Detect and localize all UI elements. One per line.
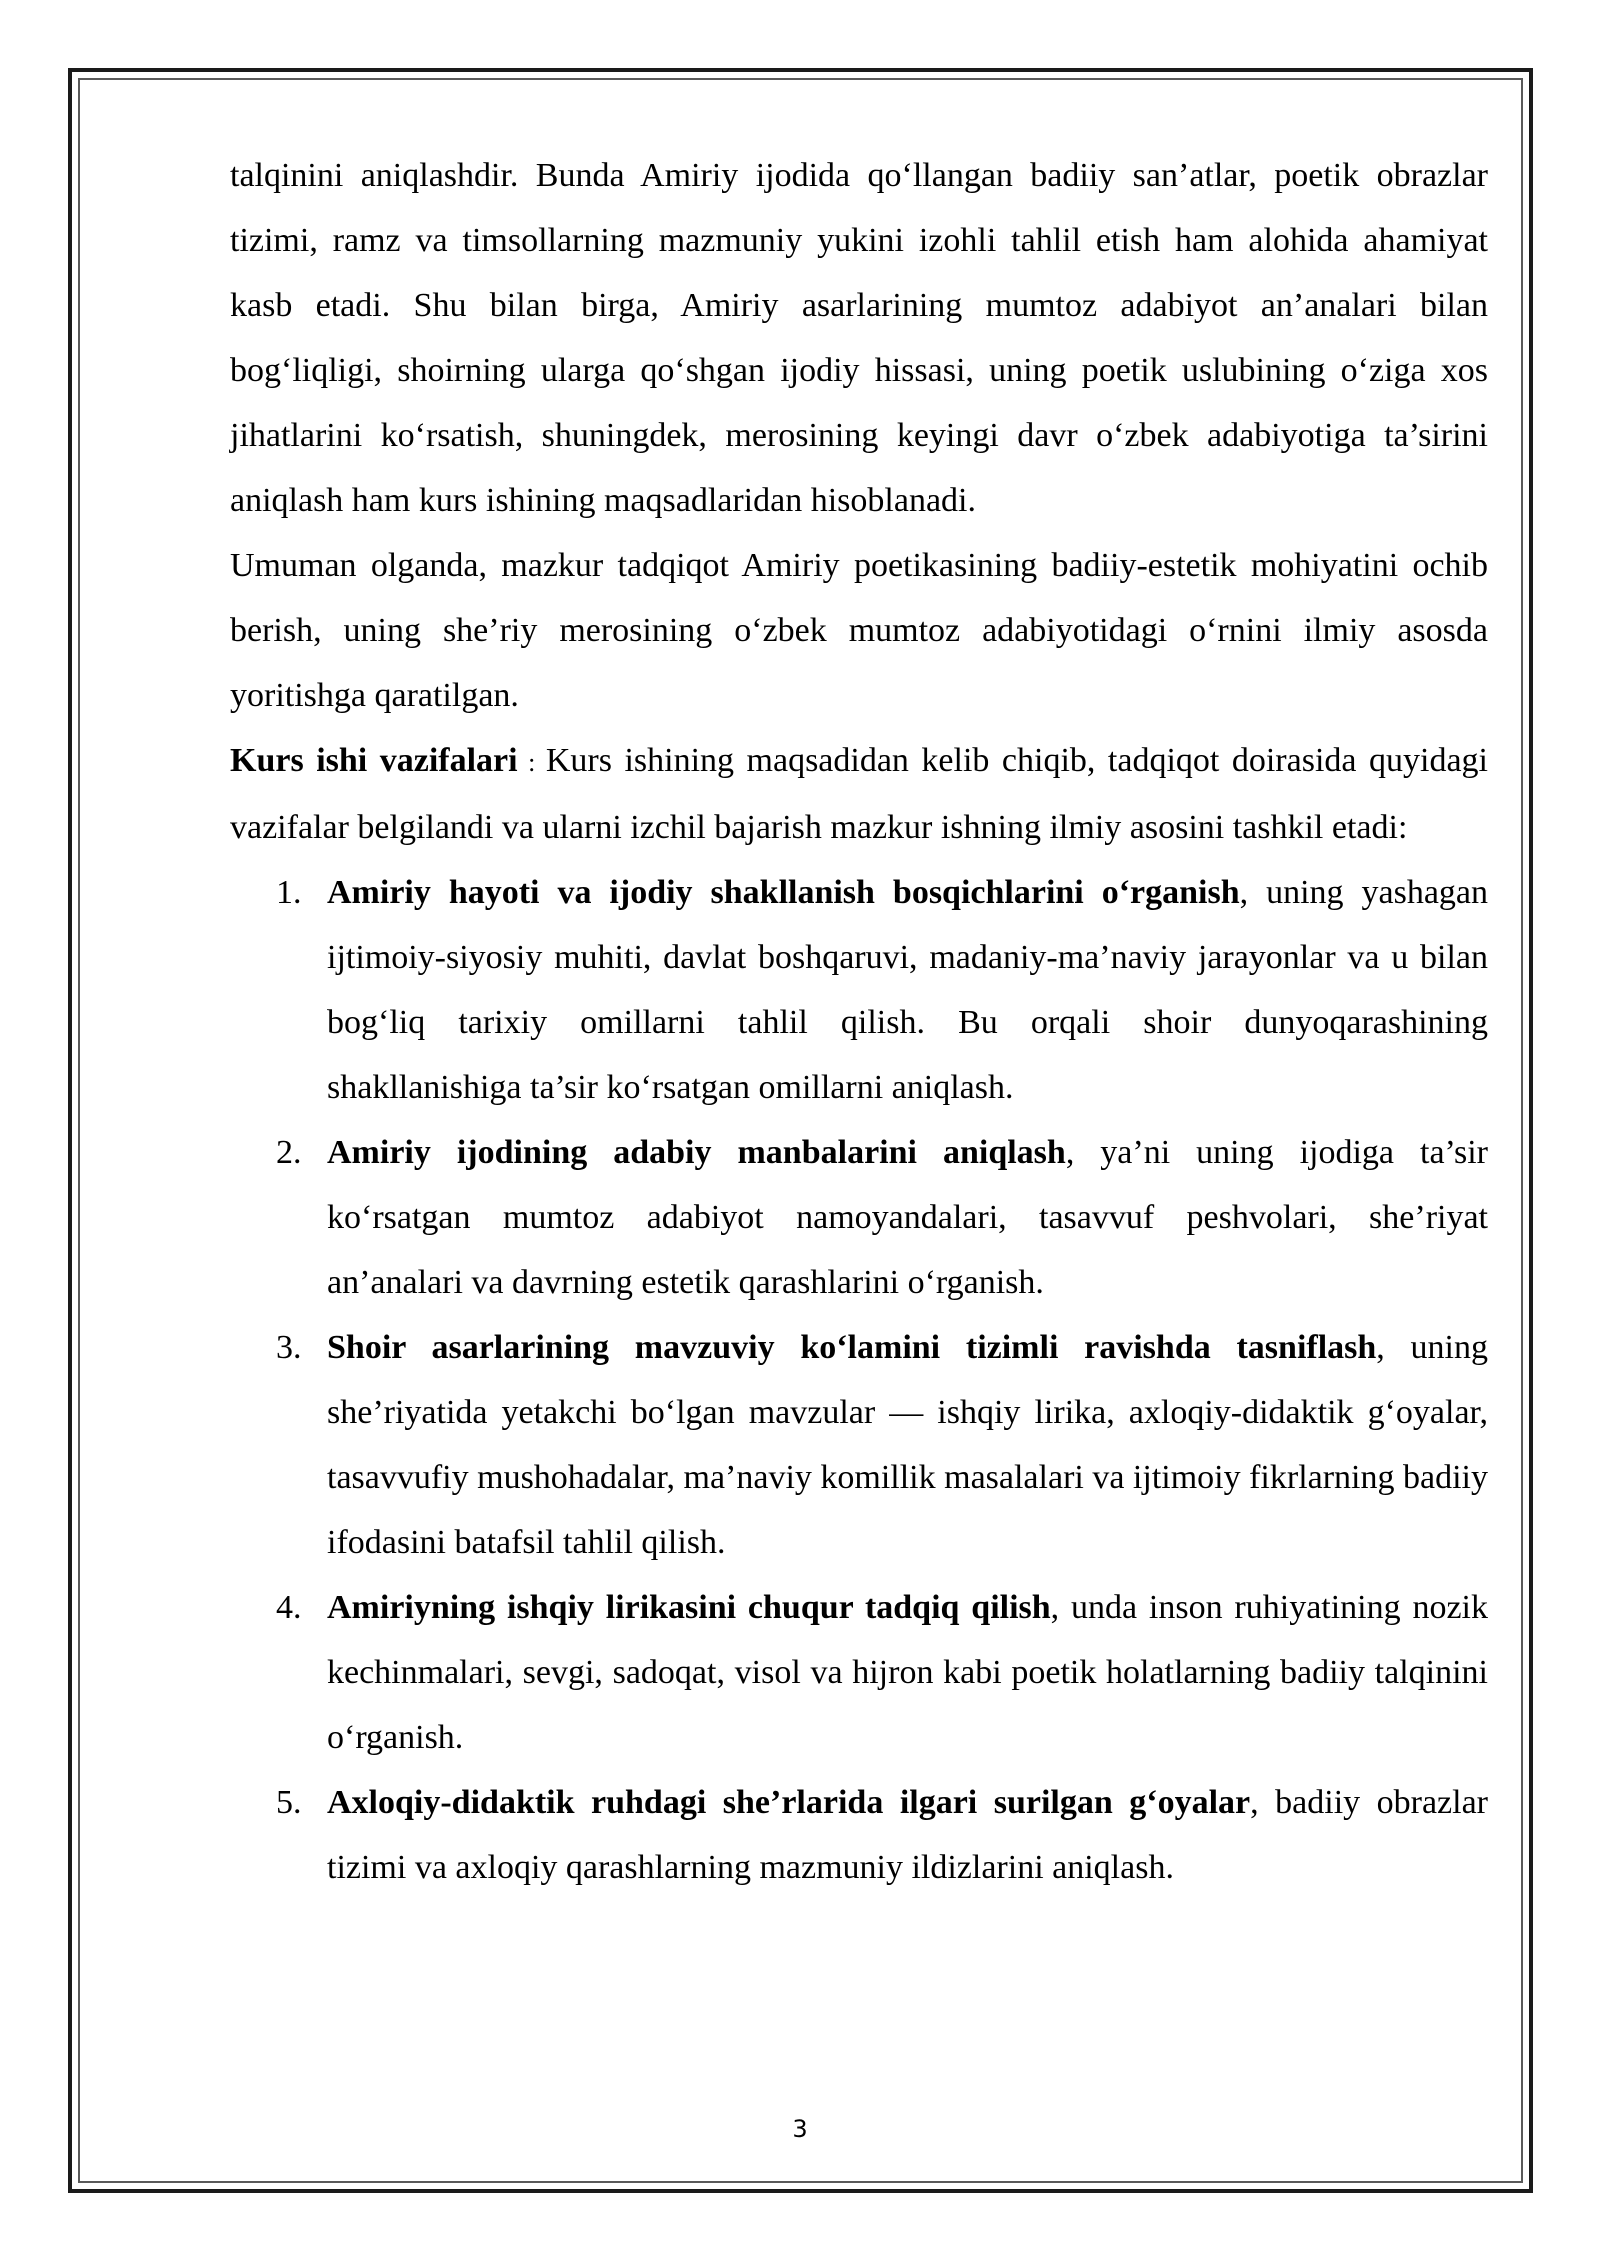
task-text: , ya’ni uning ijodiga ta’sir ko‘rsatgan mumtoz adabiyot namoyandalari, tasavvuf peshvolari, she’riyat an’analari va davrning estetik qarashlarini o‘rganish.	[327, 1134, 1488, 1301]
task-text: , unda inson ruhiyatining nozik kechinmalari, sevgi, sadoqat, visol va hijron kabi poetik holatlarning badiiy talqinini o‘rganish.	[327, 1589, 1488, 1756]
task-number: 4.	[276, 1589, 302, 1626]
task-number: 2.	[276, 1134, 302, 1171]
task-title: Axloqiy-didaktik ruhdagi she’rlarida ilgari surilgan g‘oyalar	[327, 1784, 1251, 1821]
tasks-heading-paragraph	[230, 728, 1488, 860]
task-title: Amiriyning ishqiy lirikasini chuqur tadqiq qilish	[327, 1589, 1051, 1626]
task-item-1	[230, 860, 1488, 1120]
task-title: Amiriy hayoti va ijodiy shakllanish bosqichlarini o‘rganish	[327, 874, 1240, 911]
page-number: 3	[792, 2115, 808, 2143]
task-item-3	[230, 1315, 1488, 1575]
task-item-4	[230, 1575, 1488, 1770]
task-item-2	[230, 1120, 1488, 1315]
document-body	[230, 143, 1488, 1900]
intro-paragraph: talqinini aniqlashdir. Bunda Amiriy ijodida qo‘llangan badiiy san’atlar, poetik obrazlar tizimi, ramz va timsollarning mazmuniy yukini izohli tahlil etish ham alohida ahamiyat kasb etadi. Shu bilan birga, Amiriy asarlarining mumtoz adabiyot an’analari bilan bog‘liqligi, shoirning ularga qo‘shgan ijodiy hissasi, uning poetik uslubining o‘ziga xos jihatlarini ko‘rsatish, shuningdek, merosining keyingi davr o‘zbek adabiyotiga ta’sirini aniqlash ham kurs ishining maqsadlaridan hisoblanadi.	[230, 157, 1488, 519]
task-text: , badiiy obrazlar tizimi va axloqiy qarashlarning mazmuniy ildizlarini aniqlash.	[327, 1784, 1488, 1886]
summary-paragraph: Umuman olganda, mazkur tadqiqot Amiriy poetikasining badiiy-estetik mohiyatini ochib berish, uning she’riy merosining o‘zbek mumtoz adabiyotidagi o‘rnini ilmiy asosda yoritishga qaratilgan.	[230, 547, 1488, 714]
task-title: Amiriy ijodining adabiy manbalarini aniqlash	[327, 1134, 1066, 1171]
tasks-heading-separator: :	[517, 748, 546, 777]
task-text: , uning yashagan ijtimoiy-siyosiy muhiti, davlat boshqaruvi, madaniy-ma’naviy jarayonlar va u bilan bog‘liq tarixiy omillarni tahlil qilish. Bu orqali shoir dunyoqarashining shakllanishiga ta’sir ko‘rsatgan omillarni aniqlash.	[327, 874, 1489, 1106]
task-number: 3.	[276, 1329, 302, 1366]
task-title: Shoir asarlarining mavzuviy ko‘lamini tizimli ravishda tasniflash	[327, 1329, 1377, 1366]
task-list	[230, 860, 1488, 1900]
task-number: 1.	[276, 874, 302, 911]
task-item-5	[230, 1770, 1488, 1900]
task-text: , uning she’riyatida yetakchi bo‘lgan mavzular — ishqiy lirika, axloqiy-didaktik g‘oyalar, tasavvufiy mushohadalar, ma’naviy komillik masalalari va ijtimoiy fikrlarning badiiy ifodasini batafsil tahlil qilish.	[327, 1329, 1488, 1561]
tasks-heading-label: Kurs ishi vazifalari	[230, 742, 518, 779]
task-number: 5.	[276, 1784, 302, 1821]
tasks-heading-text: Kurs ishining maqsadidan kelib chiqib, tadqiqot doirasida quyidagi vazifalar belgilandi va ularni izchil bajarish mazkur ishning ilmiy asosini tashkil etadi:	[230, 742, 1488, 846]
